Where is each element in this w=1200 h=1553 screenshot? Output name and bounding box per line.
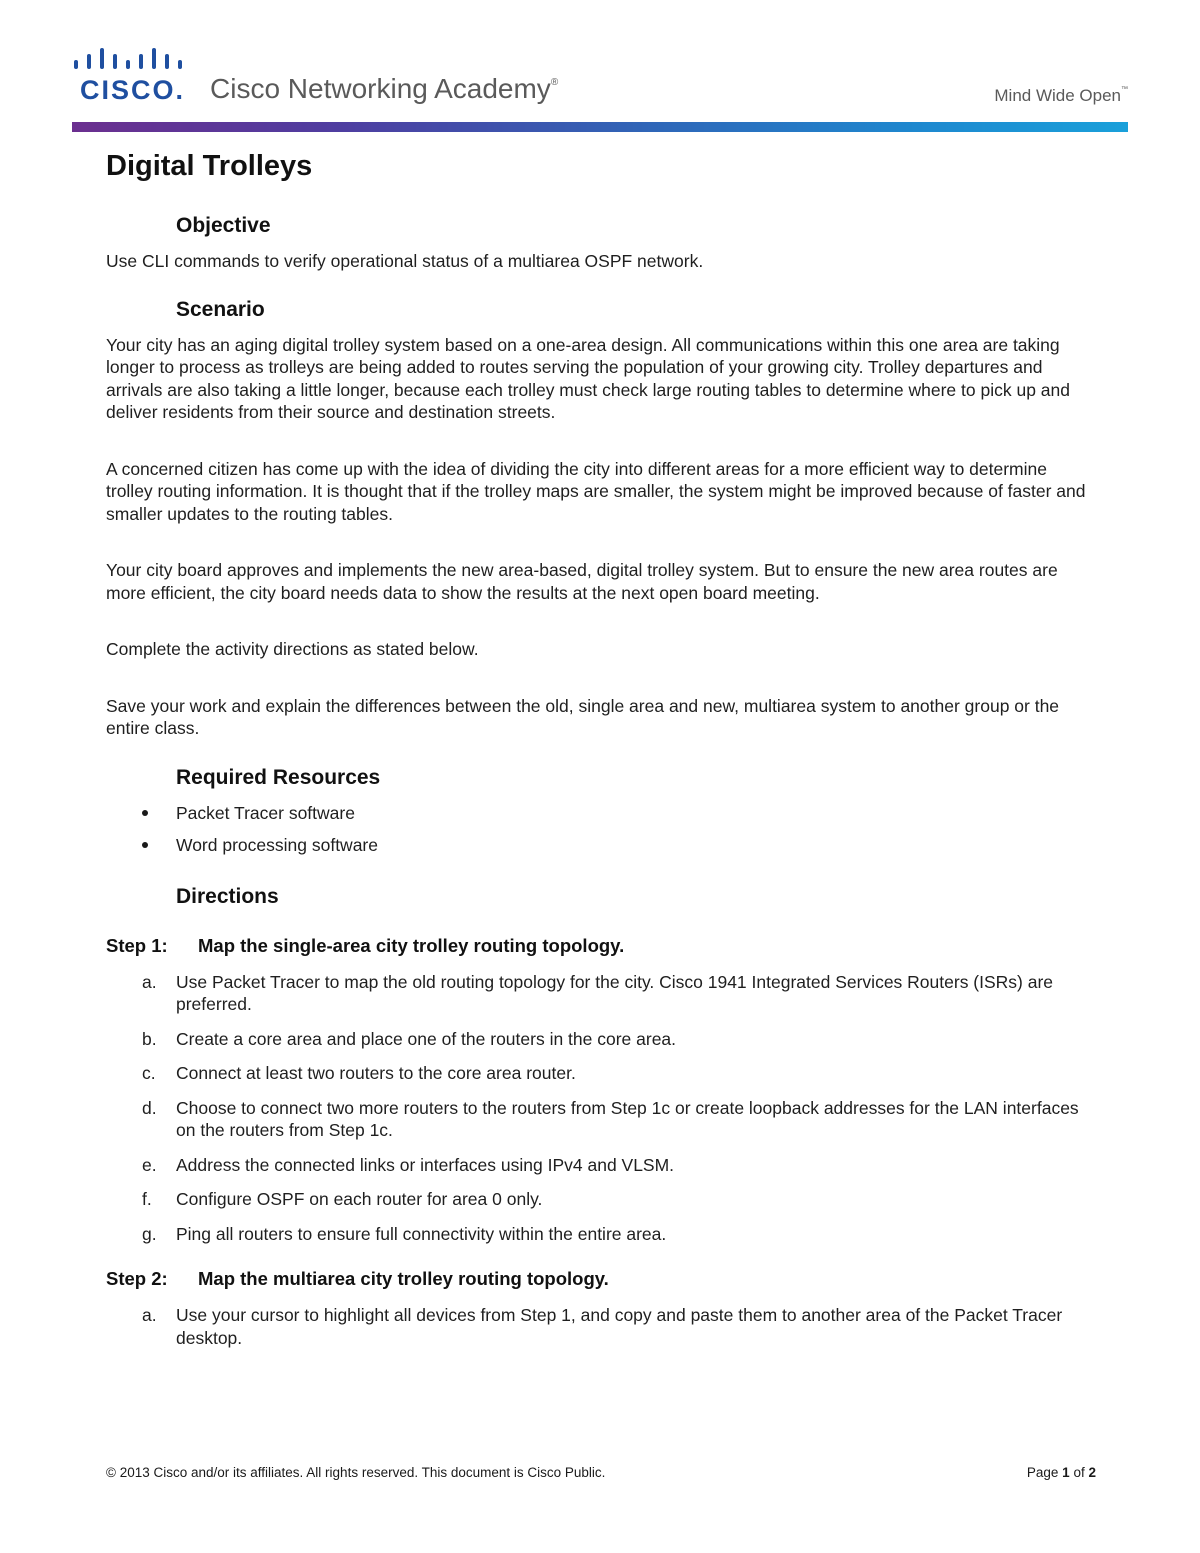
page-title: Digital Trolleys bbox=[106, 150, 313, 182]
step-heading: Step 1: Map the single-area city trolley routing topology. bbox=[106, 934, 625, 956]
list-item: a. Use Packet Tracer to map the old routing topology for the city. Cisco 1941 Integrated Services Routers (ISRs) are preferred. bbox=[142, 971, 1054, 1014]
scenario-paragraph: Your city board approves and implements the new area-based, digital trolley system. But to ensure the new area routes are more efficient, the city board needs data to show the results at the next open board meeting. bbox=[106, 560, 1058, 603]
bullet-icon bbox=[142, 810, 148, 816]
list-item: f. Configure OSPF on each router for area 0 only. bbox=[142, 1189, 543, 1209]
list-item: Word processing software bbox=[106, 834, 1096, 857]
step-1-list bbox=[106, 971, 1096, 1246]
copyright-notice: © 2013 Cisco and/or its affiliates. All rights reserved. This document is Cisco Public. bbox=[106, 1465, 606, 1480]
step-heading: Step 2: Map the multiarea city trolley routing topology. bbox=[106, 1268, 609, 1289]
list-item: e. Address the connected links or interfaces using IPv4 and VLSM. bbox=[142, 1154, 675, 1175]
header-divider bbox=[72, 122, 1128, 132]
trademark-mark: ™ bbox=[1121, 86, 1128, 93]
scenario-heading: Scenario bbox=[176, 297, 265, 321]
cisco-logo-bars-icon bbox=[72, 46, 182, 74]
list-item: Packet Tracer software bbox=[106, 802, 1096, 825]
directions-heading: Directions bbox=[176, 884, 279, 908]
resources-list bbox=[106, 802, 1096, 857]
list-item: b. Create a core area and place one of the routers in the core area. bbox=[142, 1028, 677, 1049]
cisco-logo-text: CISCO. bbox=[80, 75, 186, 105]
document-body bbox=[106, 148, 1096, 1349]
registered-mark: ® bbox=[550, 77, 559, 88]
scenario-paragraph: Your city has an aging digital trolley system based on a one-area design. All communications within this one area are taking longer to process as trolleys are being added to routes serving the population of your growing city. Trolley departures and arrivals are also taking a little longer, because each trolley must check large routing tables to determine where to pick up and deliver residents from their source and destination streets. bbox=[106, 334, 1070, 422]
objective-heading: Objective bbox=[176, 214, 271, 237]
list-item: c. Connect at least two routers to the core area router. bbox=[142, 1063, 576, 1083]
scenario-paragraph: Save your work and explain the differences between the old, single area and new, multiarea system to another group or the entire class. bbox=[106, 695, 1060, 738]
scenario-paragraph: Complete the activity directions as stated below. bbox=[106, 639, 479, 659]
list-item: g. Ping all routers to ensure full connectivity within the entire area. bbox=[142, 1223, 667, 1244]
page-header bbox=[72, 40, 1128, 135]
page-footer bbox=[106, 1465, 1096, 1480]
objective-text: Use CLI commands to verify operational status of a multiarea OSPF network. bbox=[106, 251, 704, 271]
resources-heading: Required Resources bbox=[176, 765, 381, 789]
step-2-list bbox=[106, 1304, 1096, 1349]
academy-name: Cisco Networking Academy® bbox=[210, 73, 559, 104]
list-item: a. Use your cursor to highlight all devices from Step 1, and copy and paste them to another area of the Packet Tracer desktop. bbox=[142, 1305, 1063, 1348]
bullet-icon bbox=[142, 842, 148, 848]
list-item: d. Choose to connect two more routers to the routers from Step 1c or create loopback addresses for the LAN interfaces on the routers from Step 1c. bbox=[142, 1097, 1079, 1140]
page-number: Page 1 of 2 bbox=[1026, 1465, 1096, 1480]
scenario-paragraph: A concerned citizen has come up with the idea of dividing the city into different areas for a more efficient way to determine trolley routing information. It is thought that if the trolley maps are smaller, the system might be improved because of faster and smaller updates to the routing tables. bbox=[106, 458, 1086, 524]
tagline: Mind Wide Open™ bbox=[994, 86, 1128, 105]
